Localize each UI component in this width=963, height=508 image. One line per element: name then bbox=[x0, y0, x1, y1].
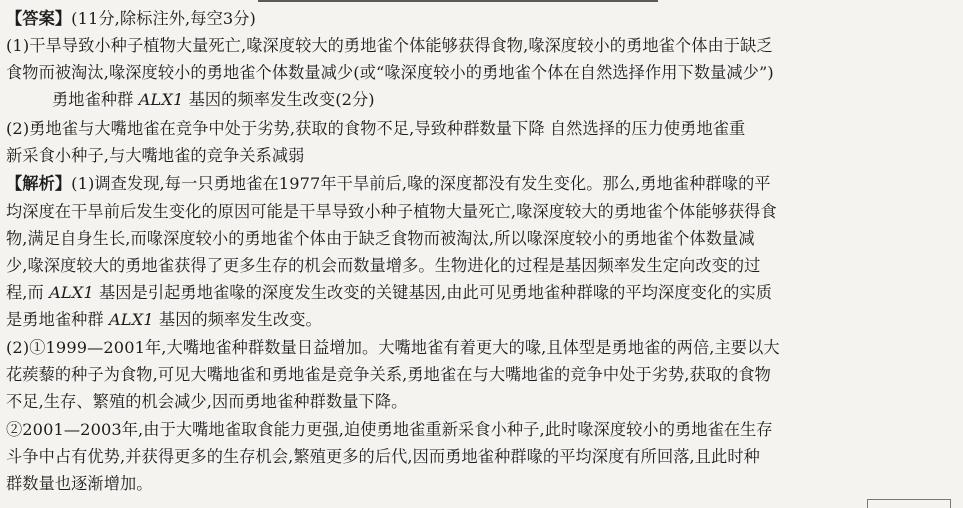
analysis-gene-suffix: 基因的频率发生改变。 bbox=[158, 310, 322, 329]
answer-part1-line2: 食物而被淘汰,喙深度较小的勇地雀个体数量减少(或“喙深度较小的勇地雀个体在自然选择作用下数量减少”) bbox=[6, 63, 774, 82]
analysis-label: 【解析】 bbox=[6, 174, 72, 193]
analysis-line6 bbox=[6, 307, 322, 333]
analysis-line2: 均深度在干旱前后发生变化的原因可能是干旱导致小种子植物大量死亡,喙深度较大的勇地雀个体能够获得食 bbox=[6, 202, 777, 221]
answer-part2-line1: (2)勇地雀与大嘴地雀在竞争中处于劣势,获取的食物不足,导致种群数量下降 自然选择的压力使勇地雀重 bbox=[6, 119, 746, 138]
answer-gene-prefix: 勇地雀种群 bbox=[52, 90, 134, 109]
analysis-line7: (2)①1999—2001年,大嘴地雀种群数量日益增加。大嘴地雀有着更大的喙,且体型是勇地雀的两倍,主要以大 bbox=[6, 338, 780, 357]
page-corner-box bbox=[867, 499, 951, 508]
answer-heading bbox=[6, 6, 256, 32]
answer-part2-line2: 新采食小种子,与大嘴地雀的竞争关系减弱 bbox=[6, 146, 305, 165]
answer-score-note: (11分,除标注外,每空3分) bbox=[71, 9, 256, 28]
analysis-line12: 群数量也逐渐增加。 bbox=[6, 474, 153, 493]
answer-part1-line1: (1)干旱导致小种子植物大量死亡,喙深度较大的勇地雀个体能够获得食物,喙深度较小的勇地雀个体由于缺乏 bbox=[6, 36, 773, 55]
analysis-line1 bbox=[6, 171, 771, 197]
analysis-line10: ②2001—2003年,由于大嘴地雀取食能力更强,迫使勇地雀重新采食小种子,此时喙深度较小的勇地雀在生存 bbox=[6, 420, 773, 439]
gene-name: ALX1 bbox=[49, 283, 94, 302]
answer-part1-line3 bbox=[52, 87, 375, 113]
answer-label: 【答案】 bbox=[6, 9, 72, 28]
analysis-line4: 少,喙深度较大的勇地雀获得了更多生存的机会而数量增多。生物进化的过程是基因频率发生定向改变的过 bbox=[6, 256, 761, 275]
gene-name: ALX1 bbox=[108, 310, 154, 329]
top-rule bbox=[258, 0, 658, 2]
analysis-gene-prefix: 程,而 bbox=[6, 283, 44, 302]
analysis-gene-prefix: 是勇地雀种群 bbox=[6, 310, 104, 329]
analysis-line8: 花蒺藜的种子为食物,可见大嘴地雀和勇地雀是竞争关系,勇地雀在与大嘴地雀的竞争中处于劣势,获取的食物 bbox=[6, 365, 771, 384]
analysis-line11: 斗争中占有优势,并获得更多的生存机会,繁殖更多的后代,因而勇地雀种群喙的平均深度有所回落,且此时种 bbox=[6, 447, 760, 466]
analysis-line5 bbox=[6, 280, 772, 306]
analysis-line9: 不足,生存、繁殖的机会减少,因而勇地雀种群数量下降。 bbox=[6, 392, 408, 411]
analysis-gene-suffix: 基因是引起勇地雀喙的深度发生改变的关键基因,由此可见勇地雀种群喙的平均深度变化的实质 bbox=[99, 283, 773, 302]
analysis-text: (1)调查发现,每一只勇地雀在1977年干旱前后,喙的深度都没有发生变化。那么,勇地雀种群喙的平 bbox=[71, 174, 771, 193]
analysis-line3: 物,满足自身生长,而喙深度较小的勇地雀个体由于缺乏食物而被淘汰,所以喙深度较小的勇地雀个体数量减 bbox=[6, 229, 755, 248]
answer-gene-suffix: 基因的频率发生改变(2分) bbox=[188, 90, 375, 109]
gene-name: ALX1 bbox=[138, 90, 184, 109]
